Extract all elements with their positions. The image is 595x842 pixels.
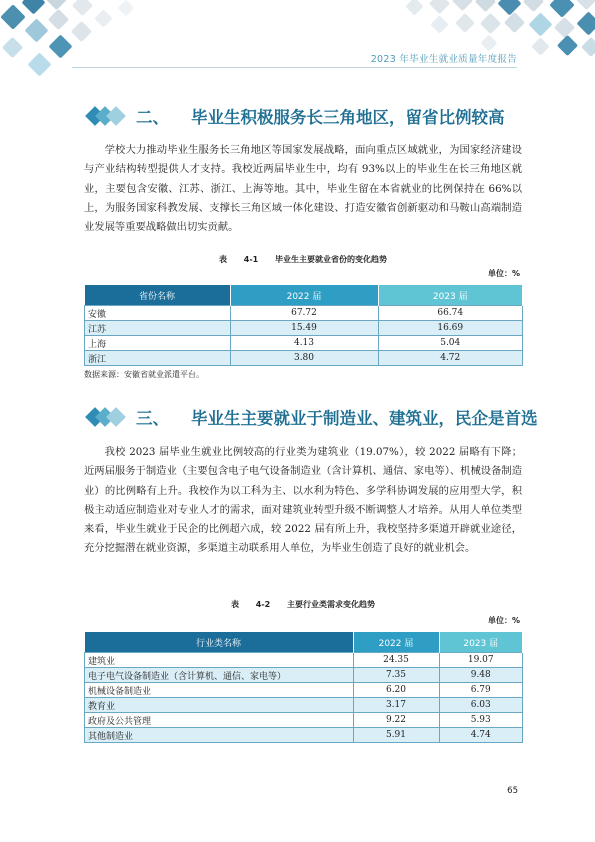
table-row bbox=[85, 728, 523, 743]
header-divider bbox=[72, 67, 517, 68]
province-name: 上海 bbox=[85, 336, 231, 351]
value-2023: 4.72 bbox=[378, 351, 523, 366]
column-header: 行业类名称 bbox=[85, 632, 354, 653]
industry-name: 建筑业 bbox=[85, 653, 354, 668]
section3-paragraph: 我校 2023 届毕业生就业比例较高的行业类为建筑业（19.07%），较 2022 届略有下降；近两届服务于制造业（主要包含电子电气设备制造业（含计算机、通信、家电等）、机械设备制造业）的比例略有上升。我校作为以工科为主、以水利为特色、多学科协调发展的应用型大学，积极主动适应制造业对专业人才的需求，面对建筑业转型升级不断调整人才培养。从用人单位类型来看，毕业生就业于民企的比例超六成，较 2022 届有所上升，我校坚持多渠道开辟就业途径，充分挖掘潜在就业资源，多渠道主动联系用人单位，为毕业生创造了良好的就业机会。 bbox=[84, 446, 522, 555]
value-2022: 24.35 bbox=[353, 653, 439, 668]
column-header: 2023 届 bbox=[439, 632, 523, 653]
value-2022: 3.17 bbox=[353, 698, 439, 713]
table-4-1-caption: 表 4-1 毕业生主要就业省份的变化趋势 bbox=[218, 255, 388, 264]
table-header-row bbox=[85, 285, 523, 306]
industry-name: 机械设备制造业 bbox=[85, 683, 354, 698]
value-2023: 9.48 bbox=[439, 668, 523, 683]
province-name: 浙江 bbox=[85, 351, 231, 366]
column-header: 2022 届 bbox=[230, 285, 378, 306]
value-2023: 19.07 bbox=[439, 653, 523, 668]
table-row bbox=[85, 351, 523, 366]
table-4-2-unit: 单位：% bbox=[487, 616, 520, 625]
diamond-bullet-icon bbox=[84, 406, 130, 428]
province-name: 江苏 bbox=[85, 321, 231, 336]
table-row bbox=[85, 321, 523, 336]
section2-paragraph: 学校大力推动毕业生服务长三角地区等国家发展战略，面向重点区域就业，为国家经济建设与产业结构转型提供人才支持。我校近两届毕业生中，均有 93%以上的毕业生在长三角地区就业，主要包含安徽、江苏、浙江、上海等地。其中，毕业生留在本省就业的比例保持在 66%以上，为服务国家科教发展、支撑长三角区域一体化建设、打造安徽省创新驱动和马鞍山高端制造业发展等重要战略做出切实贡献。 bbox=[84, 144, 522, 234]
value-2022: 3.80 bbox=[230, 351, 378, 366]
column-header: 2023 届 bbox=[378, 285, 523, 306]
table-row bbox=[85, 683, 523, 698]
section-heading-2 bbox=[84, 104, 505, 128]
section-number: 二、 bbox=[136, 108, 169, 127]
value-2022: 4.13 bbox=[230, 336, 378, 351]
value-2023: 5.93 bbox=[439, 713, 523, 728]
section-title: 毕业生主要就业于制造业、建筑业，民企是首选 bbox=[191, 409, 538, 428]
report-header-title: 2023 年毕业生就业质量年度报告 bbox=[370, 54, 517, 65]
value-2023: 6.03 bbox=[439, 698, 523, 713]
table-4-1-unit: 单位：% bbox=[487, 269, 520, 278]
section-heading-3 bbox=[84, 405, 538, 429]
table-row bbox=[85, 698, 523, 713]
column-header: 省份名称 bbox=[85, 285, 231, 306]
page-number: 65 bbox=[507, 786, 518, 796]
value-2022: 15.49 bbox=[230, 321, 378, 336]
data-source-note: 数据来源：安徽省就业派遣平台。 bbox=[84, 370, 204, 379]
value-2023: 4.74 bbox=[439, 728, 523, 743]
industry-name: 教育业 bbox=[85, 698, 354, 713]
table-header-row bbox=[85, 632, 523, 653]
section-number: 三、 bbox=[136, 409, 169, 428]
value-2022: 7.35 bbox=[353, 668, 439, 683]
table-4-2-caption: 表 4-2 主要行业类需求变化趋势 bbox=[230, 600, 376, 609]
value-2023: 66.74 bbox=[378, 306, 523, 321]
diamond-bullet-icon bbox=[84, 105, 130, 127]
table-row bbox=[85, 336, 523, 351]
table-row bbox=[85, 668, 523, 683]
province-trend-table bbox=[84, 285, 523, 366]
industry-trend-table bbox=[84, 632, 523, 743]
industry-name: 电子电气设备制造业（含计算机、通信、家电等） bbox=[85, 668, 354, 683]
section-title: 毕业生积极服务长三角地区，留省比例较高 bbox=[191, 108, 505, 127]
value-2023: 6.79 bbox=[439, 683, 523, 698]
value-2023: 16.69 bbox=[378, 321, 523, 336]
value-2022: 9.22 bbox=[353, 713, 439, 728]
table-row bbox=[85, 653, 523, 668]
value-2022: 5.91 bbox=[353, 728, 439, 743]
industry-name: 其他制造业 bbox=[85, 728, 354, 743]
table-row bbox=[85, 713, 523, 728]
value-2023: 5.04 bbox=[378, 336, 523, 351]
column-header: 2022 届 bbox=[353, 632, 439, 653]
province-name: 安徽 bbox=[85, 306, 231, 321]
value-2022: 67.72 bbox=[230, 306, 378, 321]
value-2022: 6.20 bbox=[353, 683, 439, 698]
table-row bbox=[85, 306, 523, 321]
industry-name: 政府及公共管理 bbox=[85, 713, 354, 728]
